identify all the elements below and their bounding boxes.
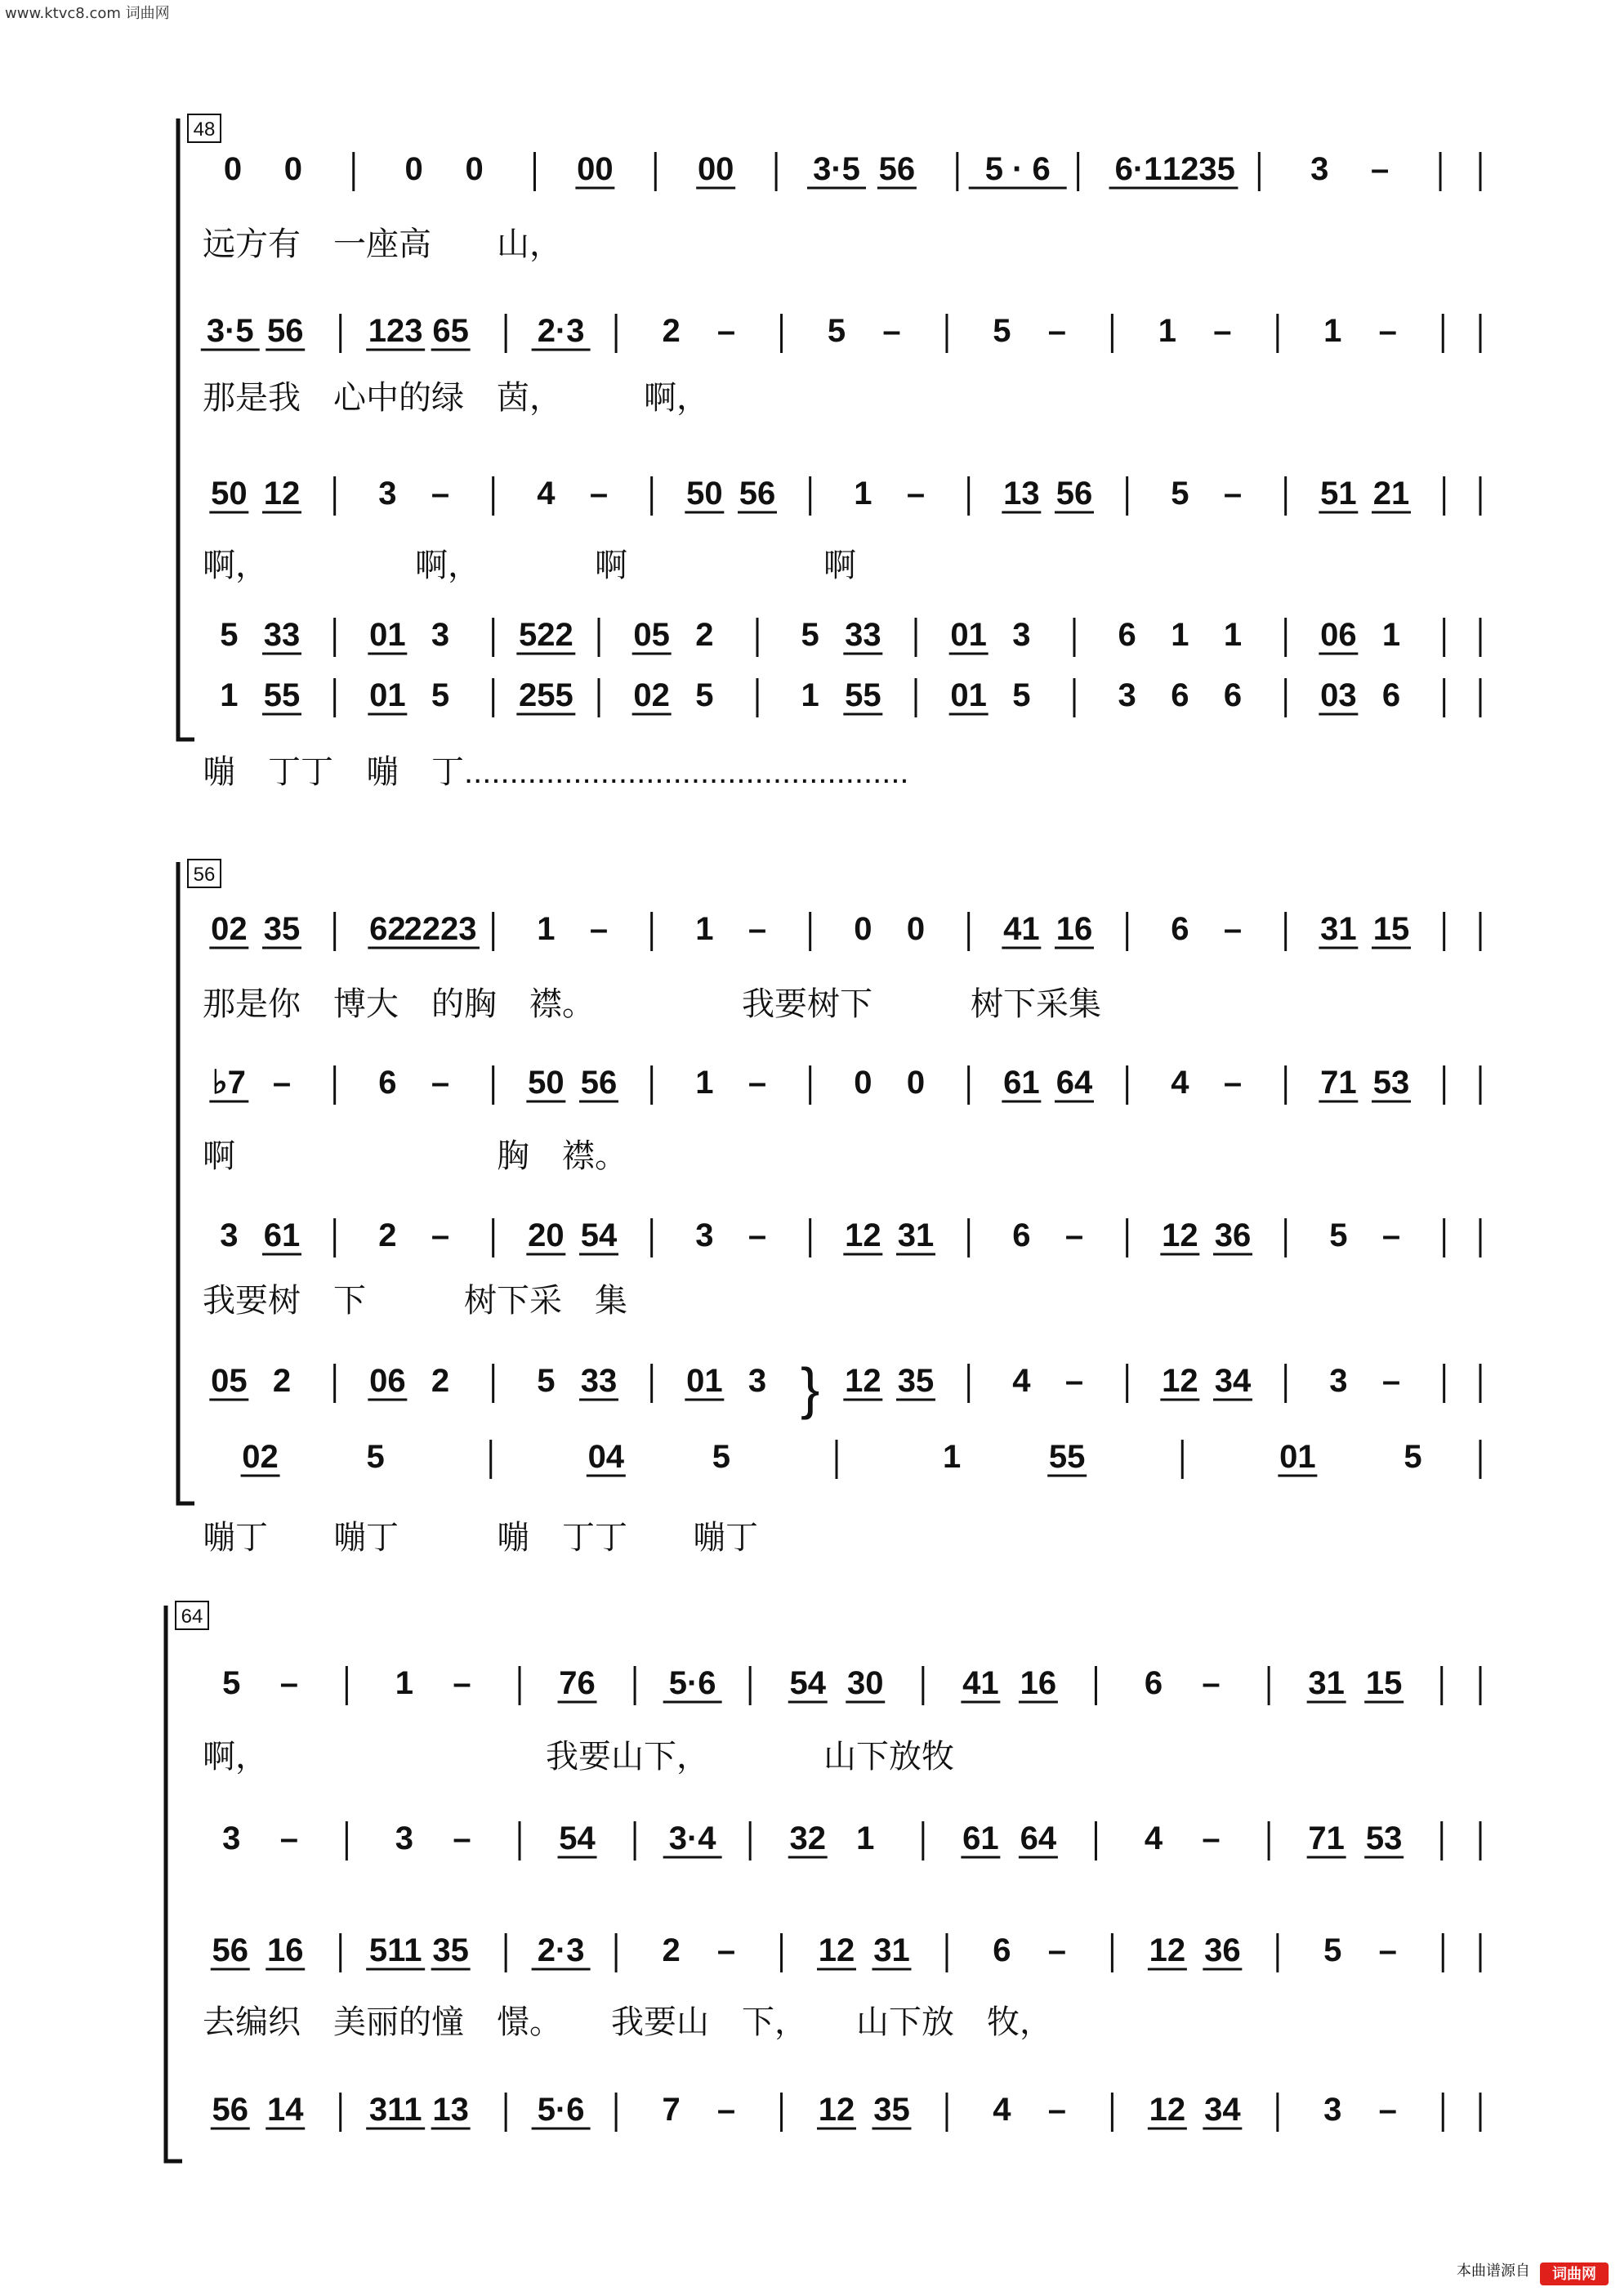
note: 31	[1320, 911, 1357, 947]
note: –	[1378, 313, 1397, 349]
note: 1	[1381, 617, 1401, 653]
note: –	[716, 2092, 736, 2128]
note: 2·3	[537, 313, 585, 349]
note: 16	[266, 1932, 304, 1968]
note: 06	[369, 1363, 406, 1399]
note: 5·6	[537, 2092, 585, 2128]
note: 12	[818, 2092, 855, 2128]
note: 33	[845, 617, 881, 653]
note: –	[1047, 2092, 1067, 2128]
note: 01	[950, 617, 987, 653]
note: 0	[906, 911, 926, 947]
note: 5	[712, 1439, 731, 1475]
note: 2	[662, 1932, 681, 1968]
note: 15	[1365, 1665, 1403, 1701]
note: 34	[1204, 2092, 1241, 2128]
note: 55	[263, 677, 301, 713]
note: –	[1047, 313, 1067, 349]
note: 3·4	[668, 1820, 716, 1856]
note: 3	[395, 1820, 414, 1856]
note: 1	[695, 911, 714, 947]
note: –	[1381, 1363, 1401, 1399]
note: 2	[272, 1363, 292, 1399]
note: 6	[993, 1932, 1011, 1968]
note: 1	[1171, 617, 1189, 653]
note: –	[882, 313, 901, 349]
note: 1	[1323, 313, 1342, 349]
note: –	[1223, 911, 1243, 947]
note: 05	[211, 1363, 248, 1399]
note: 30	[847, 1665, 884, 1701]
note: 71	[1308, 1820, 1345, 1856]
note: –	[748, 1065, 767, 1101]
note: 0	[854, 1065, 872, 1101]
note: 6	[378, 1065, 397, 1101]
note: 2	[695, 617, 714, 653]
note: 16	[1055, 911, 1093, 947]
note: 0	[283, 151, 302, 187]
note: 01	[950, 677, 987, 713]
lyric-line: 嘣 丁丁 嘣 丁.................................................	[203, 754, 909, 790]
note: 6	[1171, 911, 1189, 947]
note: 5	[1323, 1932, 1342, 1968]
note: –	[279, 1820, 298, 1856]
note: 6	[1012, 1217, 1031, 1253]
note: 54	[789, 1665, 826, 1701]
note: 3	[1310, 151, 1329, 187]
note: 36	[1214, 1217, 1252, 1253]
note: 04	[587, 1439, 625, 1475]
note: 13	[432, 2092, 469, 2128]
note: –	[1213, 313, 1232, 349]
note: 53	[1372, 1065, 1410, 1101]
note: 33	[263, 617, 301, 653]
note: 1	[856, 1820, 875, 1856]
note: 4	[993, 2092, 1011, 2128]
note: 41	[962, 1665, 999, 1701]
note: 53	[1365, 1820, 1403, 1856]
note: 6·1	[1114, 151, 1163, 187]
note: 36	[1204, 1932, 1241, 1968]
note: 1	[1223, 617, 1243, 653]
note: 33	[580, 1363, 618, 1399]
note: 0	[465, 151, 484, 187]
note: 2·3	[537, 1932, 585, 1968]
note: 2	[662, 313, 681, 349]
note: 54	[580, 1217, 618, 1253]
lyric-line: 嘣丁 嘣丁 嘣 丁丁 嘣丁	[203, 1520, 758, 1556]
note: 76	[559, 1665, 596, 1701]
note: 5	[695, 677, 714, 713]
note: –	[1223, 1065, 1243, 1101]
note: 1	[537, 911, 556, 947]
note: 34	[1214, 1363, 1252, 1399]
note: 2223	[404, 911, 477, 947]
note: 55	[845, 677, 881, 713]
note: 61	[962, 1820, 999, 1856]
note: 35	[873, 2092, 910, 2128]
note: 5	[431, 677, 450, 713]
note: 522	[518, 617, 573, 653]
note: 02	[211, 911, 248, 947]
note: 55	[1048, 1439, 1086, 1475]
note: 0	[906, 1065, 926, 1101]
note: 65	[432, 313, 469, 349]
note: 1	[220, 677, 239, 713]
brace: }	[800, 1356, 820, 1420]
note: 56	[739, 476, 776, 511]
note: 03	[1320, 677, 1357, 713]
note: 12	[1162, 1217, 1198, 1253]
note: 61	[263, 1217, 301, 1253]
note: 3	[1012, 617, 1031, 653]
note: 2	[378, 1217, 397, 1253]
note: 01	[686, 1363, 723, 1399]
note: 12	[845, 1217, 881, 1253]
note: 56	[1055, 476, 1093, 511]
note: –	[748, 1217, 767, 1253]
note: 3	[222, 1820, 241, 1856]
note: –	[906, 476, 926, 511]
note: 1	[1158, 313, 1176, 349]
note: 31	[1308, 1665, 1345, 1701]
note: 02	[242, 1439, 279, 1475]
note: 12	[1162, 1363, 1198, 1399]
note: 14	[266, 2092, 304, 2128]
note: 5	[1171, 476, 1189, 511]
note: –	[589, 476, 609, 511]
note: 56	[878, 151, 916, 187]
note: 1	[695, 1065, 714, 1101]
note: 5	[1329, 1217, 1348, 1253]
note: 61	[1003, 1065, 1040, 1101]
note: –	[1381, 1217, 1401, 1253]
lyric-line: 那是我 心中的绿 茵， 啊，	[203, 380, 709, 416]
note: –	[1064, 1217, 1084, 1253]
note: 13	[1003, 476, 1040, 511]
note: 3	[1329, 1363, 1348, 1399]
lyric-line: 啊 胸 襟。	[203, 1138, 627, 1174]
note: 3·5	[206, 313, 254, 349]
note: 2	[431, 1363, 450, 1399]
note: 3	[431, 617, 450, 653]
note: –	[1064, 1363, 1084, 1399]
note: 41	[1003, 911, 1040, 947]
note: 0	[404, 151, 423, 187]
note: 123	[368, 313, 423, 349]
site-watermark: www.ktvc8.com 词曲网	[5, 5, 170, 22]
site-logo: 词曲网	[1540, 2262, 1609, 2285]
measure-number: 56	[193, 864, 216, 886]
note: –	[1223, 476, 1243, 511]
note: –	[1378, 2092, 1397, 2128]
note: 4	[1171, 1065, 1189, 1101]
note: –	[716, 313, 736, 349]
note: 3	[1323, 2092, 1342, 2128]
note: 32	[789, 1820, 826, 1856]
note: ♭7	[212, 1065, 246, 1101]
note: 5	[801, 617, 819, 653]
note: 5	[1404, 1439, 1422, 1475]
note: 1235	[1162, 151, 1235, 187]
note: 5	[537, 1363, 556, 1399]
note: 31	[897, 1217, 935, 1253]
note: –	[1202, 1665, 1221, 1701]
note: –	[589, 911, 609, 947]
note: –	[272, 1065, 292, 1101]
note: 5 · 6	[984, 151, 1051, 187]
note: 1	[801, 677, 819, 713]
note: 511	[368, 1932, 422, 1968]
lyric-line: 我要树 下 树下采 集	[203, 1283, 627, 1319]
note: –	[1202, 1820, 1221, 1856]
note: –	[453, 1665, 471, 1701]
note: 5	[993, 313, 1011, 349]
note: 21	[1372, 476, 1410, 511]
note: 6	[1381, 677, 1401, 713]
note: 64	[1020, 1820, 1057, 1856]
note: 71	[1320, 1065, 1357, 1101]
note: –	[1047, 1932, 1067, 1968]
note: 35	[263, 911, 301, 947]
lyric-line: 啊， 我要山下， 山下放牧	[203, 1739, 954, 1775]
note: 12	[263, 476, 301, 511]
note: 16	[1020, 1665, 1057, 1701]
note: –	[279, 1665, 298, 1701]
note: 7	[662, 2092, 681, 2128]
note: 5	[220, 617, 239, 653]
note: 50	[686, 476, 723, 511]
note: 06	[1320, 617, 1357, 653]
note: 1	[395, 1665, 414, 1701]
measure-number: 48	[193, 118, 216, 141]
note: 0	[223, 151, 243, 187]
note: 12	[845, 1363, 881, 1399]
system-bracket	[178, 862, 194, 1503]
note: 311	[368, 2092, 422, 2128]
note: –	[453, 1820, 471, 1856]
note: –	[431, 1217, 450, 1253]
note: –	[748, 911, 767, 947]
note: 4	[1012, 1363, 1031, 1399]
note: 35	[432, 1932, 469, 1968]
note: 54	[559, 1820, 596, 1856]
note: –	[431, 476, 450, 511]
note: 01	[369, 617, 406, 653]
note: 3	[220, 1217, 239, 1253]
note: –	[431, 1065, 450, 1101]
note: 4	[537, 476, 556, 511]
note: 35	[897, 1363, 935, 1399]
note: 1	[942, 1439, 962, 1475]
note: 12	[1149, 1932, 1186, 1968]
note: 01	[1279, 1439, 1316, 1475]
note: 1	[854, 476, 872, 511]
note: 15	[1372, 911, 1410, 947]
note: 56	[266, 313, 304, 349]
note: 20	[528, 1217, 565, 1253]
note: –	[1378, 1932, 1397, 1968]
note: 6	[1118, 617, 1136, 653]
note: 3	[378, 476, 397, 511]
note: 5	[1012, 677, 1031, 713]
note: 5·6	[668, 1665, 716, 1701]
note: 56	[212, 1932, 248, 1968]
measure-number: 64	[181, 1606, 203, 1628]
note: 02	[633, 677, 670, 713]
note: 51	[1320, 476, 1357, 511]
note: 50	[528, 1065, 565, 1101]
note: 50	[211, 476, 248, 511]
note: 3·5	[813, 151, 860, 187]
note: 12	[818, 1932, 855, 1968]
note: 3	[695, 1217, 714, 1253]
note: 31	[873, 1932, 910, 1968]
note: 56	[212, 2092, 248, 2128]
note: –	[1371, 151, 1390, 187]
lyric-line: 啊， 啊， 啊 啊	[203, 547, 856, 583]
note: 62	[369, 911, 406, 947]
note: 5	[366, 1439, 385, 1475]
note: 5	[827, 313, 846, 349]
note: 6	[1144, 1665, 1163, 1701]
system-bracket	[178, 118, 194, 739]
system-bracket	[166, 1606, 182, 2161]
note: 255	[518, 677, 573, 713]
note: –	[716, 1932, 736, 1968]
note: 00	[577, 151, 614, 187]
note: 3	[1118, 677, 1136, 713]
lyric-line: 那是你 博大 的胸 襟。 我要树下 树下采集	[203, 986, 1101, 1022]
source-credit: 本曲谱源自	[1457, 2262, 1530, 2280]
note: 56	[580, 1065, 618, 1101]
note: 5	[222, 1665, 241, 1701]
note: 12	[1149, 2092, 1186, 2128]
note: 01	[369, 677, 406, 713]
lyric-line: 去编织 美丽的憧 憬。 我要山 下， 山下放 牧，	[203, 2004, 1052, 2040]
note: 64	[1055, 1065, 1093, 1101]
note: 4	[1144, 1820, 1163, 1856]
note: 0	[854, 911, 872, 947]
note: 00	[697, 151, 734, 187]
note: 6	[1223, 677, 1243, 713]
note: 3	[748, 1363, 767, 1399]
lyric-line: 远方有 一座高 山，	[203, 226, 562, 262]
note: 05	[633, 617, 670, 653]
note: 6	[1171, 677, 1189, 713]
